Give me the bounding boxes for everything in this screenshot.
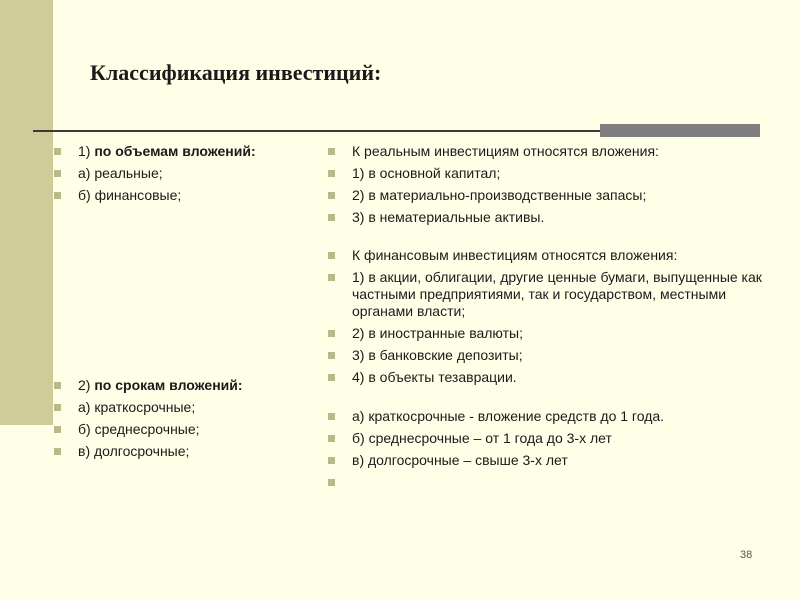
list-item [48, 399, 318, 416]
list-item [322, 269, 777, 320]
list-item [48, 187, 318, 204]
square-bullet-icon [54, 404, 61, 411]
list-item-text: 1) в основной капитал; [352, 165, 501, 181]
list-item-text: 1) в акции, облигации, другие ценные бумаги, выпущенные как частными предприятиями, так и государством, местными органами власти; [352, 269, 762, 319]
list-item-text: б) среднесрочные; [78, 421, 200, 437]
list-item [322, 209, 777, 226]
square-bullet-icon [328, 214, 335, 221]
square-bullet-icon [328, 252, 335, 259]
square-bullet-icon [328, 148, 335, 155]
list-item [48, 421, 318, 438]
square-bullet-icon [328, 374, 335, 381]
decorative-side-bar [0, 0, 53, 425]
list-item-text: 4) в объекты тезаврации. [352, 369, 517, 385]
square-bullet-icon [328, 435, 335, 442]
square-bullet-icon [328, 479, 335, 486]
fin-intro: К финансовым инвестициям относятся вложения: [352, 247, 678, 263]
empty-list-item [322, 474, 777, 491]
item-prefix: 2) [78, 377, 95, 393]
square-bullet-icon [328, 274, 335, 281]
list-item-text: б) финансовые; [78, 187, 182, 203]
list-item-text: а) краткосрочные; [78, 399, 196, 415]
list-item-text: а) краткосрочные - вложение средств до 1 года. [352, 408, 665, 424]
list-item [322, 430, 777, 447]
square-bullet-icon [328, 413, 335, 420]
square-bullet-icon [54, 448, 61, 455]
square-bullet-icon [328, 192, 335, 199]
list-item-text: 3) в банковские депозиты; [352, 347, 523, 363]
right-column [322, 143, 777, 496]
list-item [322, 165, 777, 182]
list-item [322, 369, 777, 386]
list-item [48, 377, 318, 394]
list-item-text: 3) в нематериальные активы. [352, 209, 545, 225]
square-bullet-icon [328, 170, 335, 177]
real-intro: К реальным инвестициям относятся вложения: [352, 143, 659, 159]
list-item [48, 143, 318, 160]
list-item [48, 443, 318, 460]
list-item-text: в) долгосрочные – свыше 3-х лет [352, 452, 568, 468]
list-item-text: б) среднесрочные – от 1 года до 3-х лет [352, 430, 612, 446]
list-item [322, 325, 777, 342]
volume-heading: по объемам вложений: [94, 143, 256, 159]
list-item [322, 408, 777, 425]
list-item [48, 165, 318, 182]
list-item [322, 347, 777, 364]
square-bullet-icon [328, 457, 335, 464]
square-bullet-icon [328, 352, 335, 359]
left-column [48, 143, 318, 465]
page-number: 38 [740, 549, 753, 561]
square-bullet-icon [54, 170, 61, 177]
square-bullet-icon [54, 382, 61, 389]
list-item-text: 2) в материально-производственные запасы; [352, 187, 647, 203]
accent-block [600, 124, 760, 137]
list-item-text: 2) в иностранные валюты; [352, 325, 523, 341]
list-item [322, 187, 777, 204]
list-item-text: а) реальные; [78, 165, 163, 181]
square-bullet-icon [54, 148, 61, 155]
slide-title: Классификация инвестиций: [90, 60, 382, 85]
item-prefix: 1) [78, 143, 95, 159]
list-item [322, 247, 777, 264]
square-bullet-icon [54, 192, 61, 199]
list-item-text: в) долгосрочные; [78, 443, 190, 459]
square-bullet-icon [54, 426, 61, 433]
term-heading: по срокам вложений: [94, 377, 243, 393]
list-item [322, 452, 777, 469]
square-bullet-icon [328, 330, 335, 337]
list-item [322, 143, 777, 160]
